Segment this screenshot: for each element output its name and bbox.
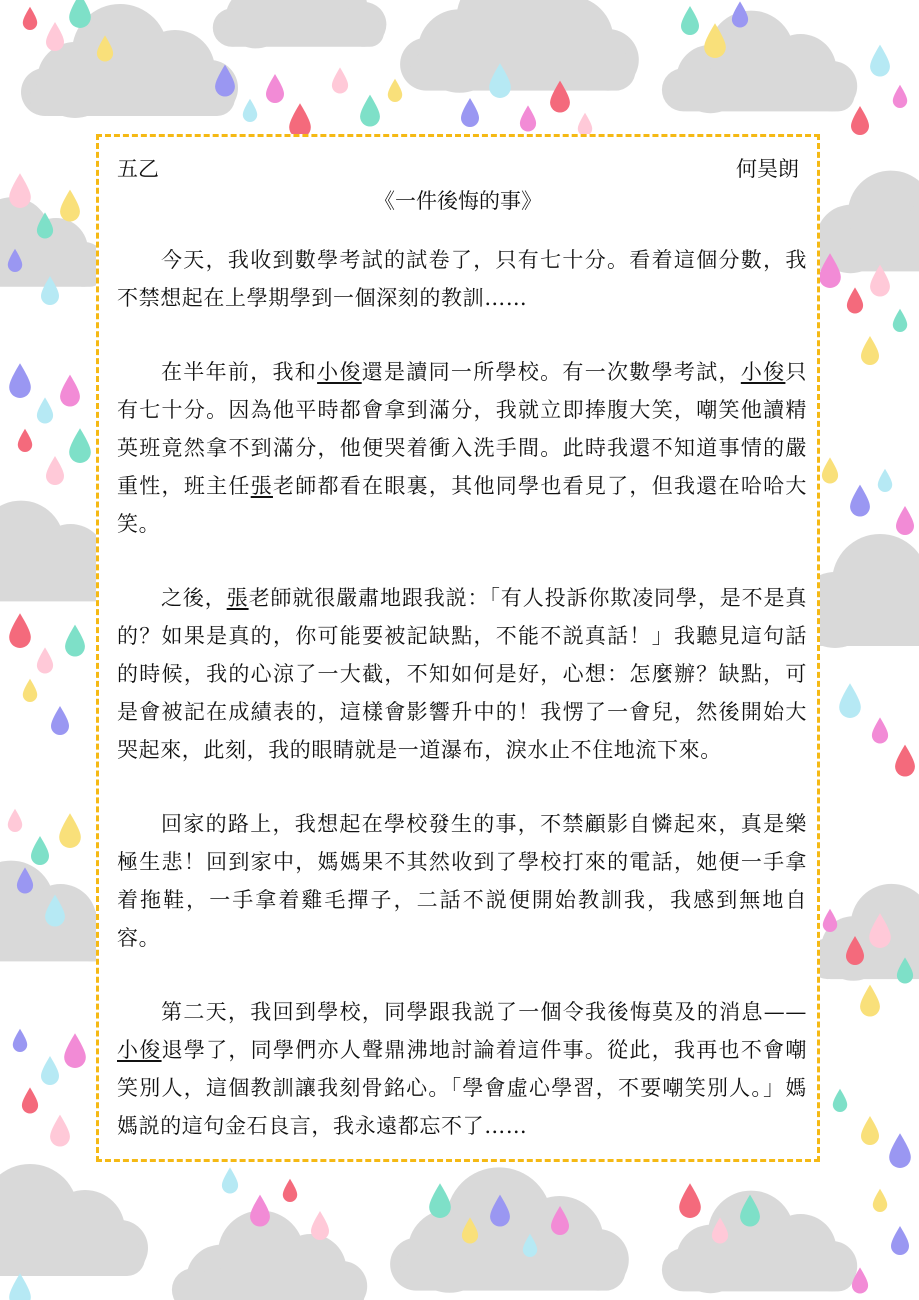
raindrop-shape xyxy=(732,1,748,27)
raindrop-shape xyxy=(69,0,91,28)
raindrop-shape xyxy=(22,1087,38,1113)
raindrop-shape xyxy=(823,909,837,932)
raindrop-shape xyxy=(266,74,284,103)
raindrop-shape xyxy=(896,506,914,535)
raindrop-shape xyxy=(37,397,53,423)
text-segment: 今天，我收到數學考試的試卷了，只有七十分。看着這個分數，我不禁想起在上學期學到一個深刻的教訓…… xyxy=(117,248,807,310)
cloud-shape xyxy=(213,0,387,48)
raindrop-shape xyxy=(283,1179,297,1202)
raindrop-shape xyxy=(578,113,592,136)
raindrop-shape xyxy=(839,683,861,718)
raindrop-shape xyxy=(23,679,37,702)
text-segment: 退學了，同學們亦人聲鼎沸地討論着這件事。從此，我再也不會嘲笑別人，這個教訓讓我刻骨銘心。「學會虛心學習，不要嘲笑別人。」媽媽説的這句金石良言，我永遠都忘不了…… xyxy=(117,1038,807,1138)
raindrop-shape xyxy=(360,95,380,127)
cloud-shape xyxy=(0,197,106,288)
text-segment: 老師就很嚴肅地跟我説：「有人投訴你欺凌同學，是不是真的？如果是真的，你可能要被記缺點，不能不説真話！」我聽見這句話的時候，我的心涼了一大截，不知如何是好，心想：怎麼辦？缺點，可是會被記在成績表的，這樣會影響升中的！我愣了一會兒，然後開始大哭起來，此刻，我的眼睛就是一道瀑布，淚水止不住地流下來。 xyxy=(117,586,807,762)
proper-name-underlined: 小俊 xyxy=(317,360,362,384)
raindrop-shape xyxy=(289,103,311,138)
essay-card xyxy=(96,134,820,1162)
raindrop-shape xyxy=(31,836,49,865)
raindrop-shape xyxy=(679,1183,701,1218)
raindrop-shape xyxy=(861,336,879,365)
cloud-shape xyxy=(390,1167,629,1292)
raindrop-shape xyxy=(46,22,64,51)
author-name: 何昊朗 xyxy=(736,157,799,181)
raindrop-shape xyxy=(46,456,64,485)
raindrop-shape xyxy=(893,309,907,332)
raindrop-shape xyxy=(69,428,91,463)
raindrop-shape xyxy=(222,1167,238,1193)
raindrop-shape xyxy=(51,706,69,735)
raindrop-shape xyxy=(822,457,838,483)
essay-title: 《一件後悔的事》 xyxy=(374,189,542,213)
cloud-shape xyxy=(0,1164,148,1278)
text-segment: 老師都看在眼裏，其他同學也看見了，但我還在哈哈大笑。 xyxy=(117,474,807,536)
raindrop-shape xyxy=(873,1189,887,1212)
raindrop-shape xyxy=(860,985,880,1017)
raindrop-shape xyxy=(8,809,22,832)
raindrop-shape xyxy=(9,363,31,398)
raindrop-shape xyxy=(332,67,348,93)
raindrop-shape xyxy=(23,7,37,30)
raindrop-shape xyxy=(9,173,31,208)
raindrop-shape xyxy=(37,647,53,673)
raindrop-shape xyxy=(891,1226,909,1255)
raindrop-shape xyxy=(59,813,81,848)
paragraph-3 xyxy=(117,579,807,769)
text-segment: 還是讀同一所學校。有一次數學考試， xyxy=(361,360,741,384)
raindrop-shape xyxy=(895,745,915,777)
raindrop-shape xyxy=(861,1116,879,1145)
raindrop-shape xyxy=(13,1029,27,1052)
raindrop-shape xyxy=(50,1115,70,1147)
proper-name-underlined: 小俊 xyxy=(117,1038,162,1062)
raindrop-shape xyxy=(850,485,870,517)
raindrop-shape xyxy=(9,1273,31,1300)
raindrop-shape xyxy=(851,106,869,135)
raindrop-shape xyxy=(872,717,888,743)
essay-body xyxy=(117,241,807,1145)
text-segment: 第二天，我回到學校，同學跟我説了一個令我後悔莫及的消息—— xyxy=(161,1000,807,1024)
raindrop-shape xyxy=(878,469,892,492)
raindrop-shape xyxy=(250,1195,270,1227)
cloud-shape xyxy=(172,1211,367,1300)
raindrop-shape xyxy=(65,625,85,657)
text-segment: 在半年前，我和 xyxy=(161,360,318,384)
paragraph-4 xyxy=(117,805,807,957)
cloud-shape xyxy=(400,0,639,93)
raindrop-shape xyxy=(520,105,536,131)
raindrop-shape xyxy=(461,98,479,127)
paragraph-2 xyxy=(117,353,807,543)
raindrop-shape xyxy=(60,190,80,222)
raindrop-shape xyxy=(9,613,31,648)
text-segment: 只有七十分。因為他平時都會拿到滿分，我就立即捧腹大笑，嘲笑他讀精英班竟然拿不到滿分，他便哭着衝入洗手間。此時我還不知道事情的嚴重性，班主任 xyxy=(117,360,808,498)
cloud-shape xyxy=(21,4,238,118)
raindrop-shape xyxy=(870,45,890,77)
raindrop-shape xyxy=(833,1089,847,1112)
raindrop-shape xyxy=(18,429,32,452)
paragraph-5 xyxy=(117,993,807,1145)
raindrop-shape xyxy=(243,99,257,122)
raindrop-shape xyxy=(60,375,80,407)
paragraph-1 xyxy=(117,241,807,317)
proper-name-underlined: 張 xyxy=(250,474,273,498)
raindrop-shape xyxy=(847,287,863,313)
raindrop-shape xyxy=(893,85,907,108)
text-segment: 之後， xyxy=(161,586,227,610)
raindrop-shape xyxy=(64,1033,86,1068)
raindrop-shape xyxy=(429,1183,451,1218)
raindrop-shape xyxy=(681,6,699,35)
class-name: 五乙 xyxy=(117,157,159,181)
text-segment: 回家的路上，我想起在學校發生的事，不禁顧影自憐起來，真是樂極生悲！回到家中，媽媽果不其然收到了學校打來的電話，她便一手拿着拖鞋，一手拿着雞毛撣子，二話不説便開始教訓我，我感到無地自容。 xyxy=(117,812,807,950)
raindrop-shape xyxy=(388,79,402,102)
proper-name-underlined: 張 xyxy=(226,586,249,610)
raindrop-shape xyxy=(889,1133,911,1168)
proper-name-underlined: 小俊 xyxy=(740,360,786,384)
raindrop-shape xyxy=(41,1056,59,1085)
raindrop-shape xyxy=(311,1211,329,1240)
